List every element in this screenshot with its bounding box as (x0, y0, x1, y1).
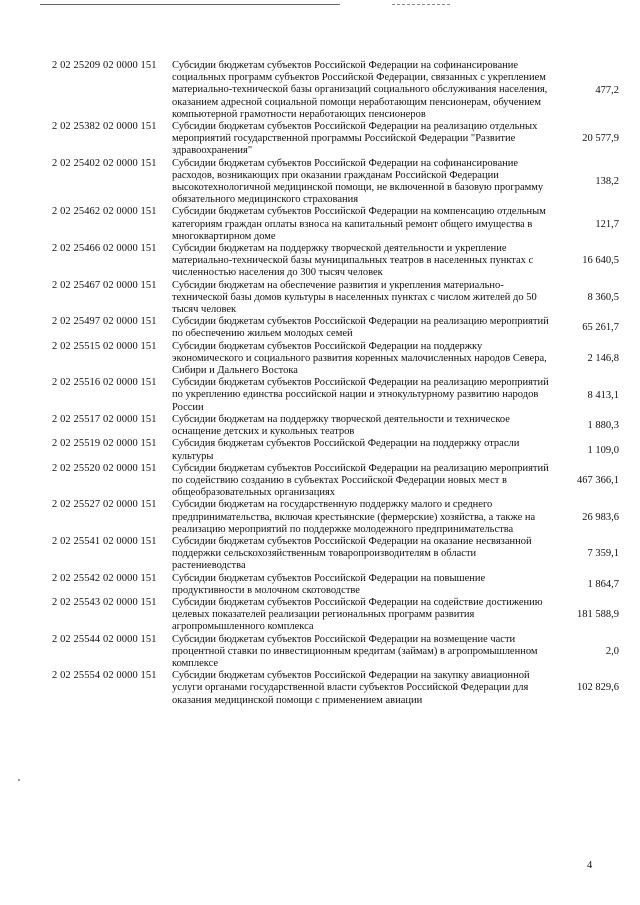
row-amount: 467 366,1 (577, 474, 619, 486)
budget-code: 2 02 25541 02 0000 151 (52, 535, 157, 547)
table-row (0, 121, 640, 158)
table-row (0, 341, 640, 378)
row-amount: 1 109,0 (587, 444, 619, 456)
budget-code: 2 02 25467 02 0000 151 (52, 279, 157, 291)
table-row (0, 60, 640, 121)
row-amount: 138,2 (595, 175, 619, 187)
budget-code: 2 02 25544 02 0000 151 (52, 633, 157, 645)
row-amount: 181 588,9 (577, 609, 619, 621)
row-description: Субсидии бюджетам субъектов Российской Федерации на компенсацию отдельным категориям граждан оплаты взноса на капитальный ремонт общего имущества в многоквартирном доме (172, 206, 546, 242)
budget-code: 2 02 25462 02 0000 151 (52, 206, 157, 218)
row-amount: 477,2 (595, 84, 619, 96)
table-row (0, 463, 640, 500)
budget-code: 2 02 25519 02 0000 151 (52, 438, 157, 450)
table-row (0, 438, 640, 462)
row-description: Субсидии бюджетам субъектов Российской Федерации на повышение продуктивности в молочном скотоводстве (172, 572, 486, 596)
row-description: Субсидии бюджетам субъектов Российской Федерации на поддержку экономического и социального развития коренных малочисленных народов Севера, Сибири и Дальнего Востока (172, 340, 547, 377)
row-amount: 102 829,6 (577, 682, 619, 694)
row-description: Субсидии бюджетам субъектов Российской Федерации на софинансирование расходов, возникающих при оказании гражданам Российской Федерации высокотехнологичной медицинской помощи, не включенной в базовую программу обязательного медицинского страхования (172, 157, 544, 206)
row-amount: 7 359,1 (587, 548, 619, 560)
row-amount: 1 880,3 (587, 419, 619, 431)
page-number: 4 (587, 860, 593, 871)
row-amount: 2,0 (605, 645, 619, 657)
table-row (0, 536, 640, 573)
table-row (0, 243, 640, 280)
top-rule-faint (392, 4, 450, 5)
row-description: Субсидии бюджетам субъектов Российской Федерации на закупку авиационной услуги органами государственной власти субъектов Российской Федерации для оказания медицинской помощи с применением авиации (172, 670, 530, 706)
row-description: Субсидии бюджетам субъектов Российской Федерации на оказание несвязанной поддержки сельскохозяйственным товаропроизводителям в области растениеводства (172, 535, 532, 572)
row-description: Субсидия бюджетам субъектов Российской Федерации на поддержку отрасли культуры (172, 438, 520, 462)
row-description: Субсидии бюджетам на поддержку творческой деятельности и техническое оснащение детских и кукольных театров (172, 413, 510, 438)
table-row (0, 206, 640, 243)
row-description: Субсидии бюджетам субъектов Российской Федерации на реализацию мероприятий по укреплению единства российской нации и этнокультурному развитию народов России (172, 377, 549, 413)
table-row (0, 597, 640, 634)
row-amount: 26 983,6 (582, 511, 619, 523)
row-amount: 121,7 (595, 218, 619, 230)
table-row (0, 414, 640, 438)
row-description: Субсидии бюджетам на поддержку творческой деятельности и укрепление материально-технической базы муниципальных театров в населенных пунктах с численностью населения до 300 тысяч человек (172, 243, 534, 279)
table-row (0, 316, 640, 340)
row-description: Субсидии бюджетам субъектов Российской Федерации на реализацию отдельных мероприятий государственной программы Российской Федерации "Развитие здравоохранения" (172, 121, 538, 157)
revenue-table (0, 60, 640, 707)
budget-code: 2 02 25542 02 0000 151 (52, 572, 157, 584)
table-row (0, 573, 640, 597)
row-description: Субсидии бюджетам субъектов Российской Федерации на софинансирование социальных программ субъектов Российской Федерации, связанных с укреплением материально-технической базы организаций социального обслуживания населения, оказанием адресной социальной помощи неработающим пенсионерам, обучением компьютерной грамотности неработающих пенсионеров (172, 60, 548, 120)
row-description: Субсидии бюджетам субъектов Российской Федерации на содействие достижению целевых показателей реализации региональных программ развития агропромышленного комплекса (172, 596, 543, 633)
row-amount: 16 640,5 (582, 255, 619, 267)
budget-code: 2 02 25520 02 0000 151 (52, 462, 157, 474)
budget-code: 2 02 25543 02 0000 151 (52, 596, 157, 608)
row-amount: 8 360,5 (587, 291, 619, 303)
row-amount: 1 864,7 (587, 578, 619, 590)
scan-speck (18, 779, 20, 781)
row-description: Субсидии бюджетам субъектов Российской Федерации на возмещение части процентной ставки по инвестиционным кредитам (займам) в агропромышленном комплексе (172, 633, 538, 669)
row-amount: 8 413,1 (587, 389, 619, 401)
row-description: Субсидии бюджетам субъектов Российской Федерации на реализацию мероприятий по обеспечению жильем молодых семей (172, 316, 549, 340)
table-row (0, 377, 640, 414)
table-row (0, 670, 640, 707)
budget-code: 2 02 25517 02 0000 151 (52, 413, 157, 425)
row-description: Субсидии бюджетам субъектов Российской Федерации на реализацию мероприятий по содействию созданию в субъектах Российской Федерации новых мест в общеобразовательных организациях (172, 462, 549, 499)
table-row (0, 158, 640, 207)
table-row (0, 280, 640, 317)
budget-code: 2 02 25515 02 0000 151 (52, 340, 157, 352)
row-description: Субсидии бюджетам на государственную поддержку малого и среднего предпринимательства, включая крестьянские (фермерские) хозяйства, а также на реализацию мероприятий по поддержке молодежного предпринимательства (172, 499, 536, 535)
table-row (0, 634, 640, 671)
budget-code: 2 02 25527 02 0000 151 (52, 499, 157, 511)
row-description: Субсидии бюджетам на обеспечение развития и укрепления материально-технической базы домов культуры в населенных пунктах с числом жителей до 50 тысяч человек (172, 279, 537, 316)
table-row (0, 499, 640, 536)
row-amount: 2 146,8 (587, 352, 619, 364)
top-rule (40, 4, 340, 5)
budget-code: 2 02 25554 02 0000 151 (52, 670, 157, 682)
budget-code: 2 02 25497 02 0000 151 (52, 316, 157, 328)
row-amount: 20 577,9 (582, 133, 619, 145)
budget-code: 2 02 25209 02 0000 151 (52, 60, 157, 71)
budget-code: 2 02 25466 02 0000 151 (52, 243, 157, 255)
budget-code: 2 02 25402 02 0000 151 (52, 157, 157, 169)
budget-code: 2 02 25516 02 0000 151 (52, 377, 157, 389)
budget-code: 2 02 25382 02 0000 151 (52, 121, 157, 133)
row-amount: 65 261,7 (582, 322, 619, 334)
